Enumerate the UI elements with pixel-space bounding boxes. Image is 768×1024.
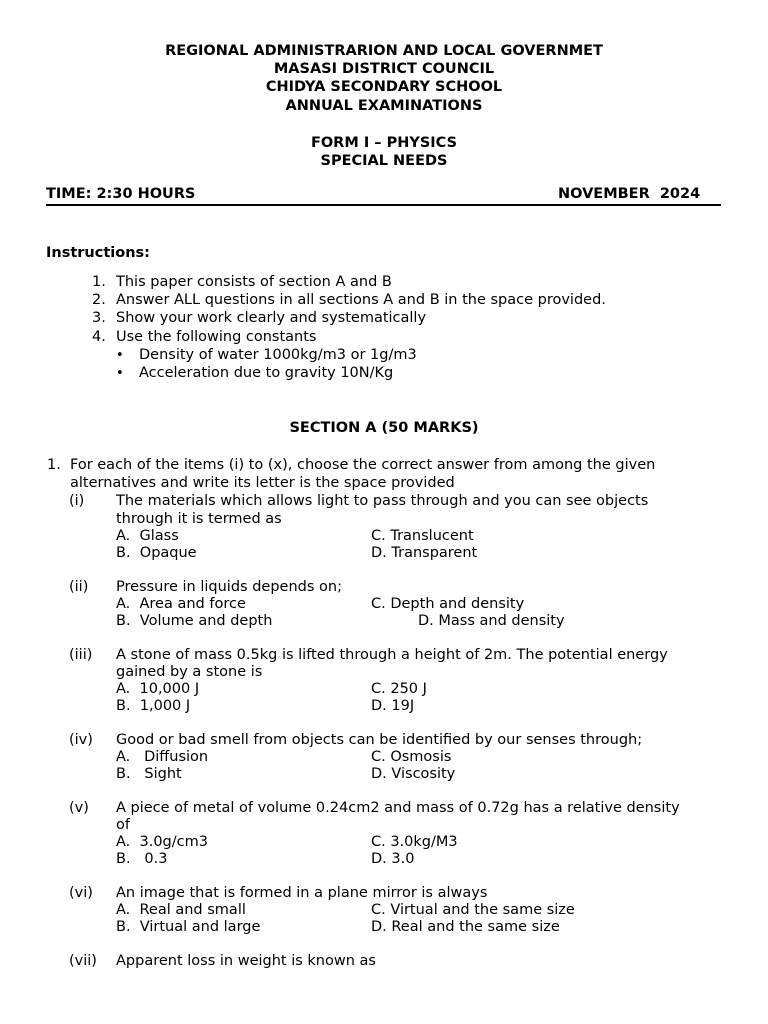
- constant-text: Acceleration due to gravity 10N/Kg: [139, 365, 394, 381]
- item-question: Pressure in liquids depends on;: [116, 579, 342, 595]
- form-title: FORM I – PHYSICS: [310, 135, 458, 151]
- option-a: A. 10,000 J: [116, 681, 200, 697]
- option-a: A. Area and force: [116, 596, 246, 612]
- constant-text: Density of water 1000kg/m3 or 1g/m3: [139, 347, 417, 363]
- header-line-1: REGIONAL ADMINISTRARION AND LOCAL GOVERNMET: [165, 43, 603, 59]
- option-b: B. Sight: [116, 766, 182, 782]
- item-number: (vii): [69, 953, 97, 969]
- option-b: B. 0.3: [116, 851, 168, 867]
- item-question: Apparent loss in weight is known as: [116, 953, 376, 969]
- section-a-title: SECTION A (50 MARKS): [289, 420, 479, 436]
- option-b: B. 1,000 J: [116, 698, 191, 714]
- item-number: (iii): [69, 647, 93, 663]
- item-question: Good or bad smell from objects can be identified by our senses through;: [116, 732, 643, 748]
- option-d: D. 3.0: [371, 851, 415, 867]
- option-d: D. Transparent: [371, 545, 478, 561]
- question-text: alternatives and write its letter is the space provided: [70, 475, 455, 491]
- date-label: NOVEMBER 2024: [558, 186, 701, 202]
- header-line-3: CHIDYA SECONDARY SCHOOL: [265, 79, 503, 95]
- option-c: C. 250 J: [371, 681, 427, 697]
- instruction-number: 1.: [92, 274, 106, 290]
- item-number: (vi): [69, 885, 93, 901]
- instruction-text: Show your work clearly and systematically: [116, 310, 427, 326]
- time-label: TIME: 2:30 HOURS: [46, 186, 196, 202]
- instruction-text: Use the following constants: [116, 329, 317, 345]
- instructions-title: Instructions:: [46, 245, 150, 261]
- item-question: The materials which allows light to pass through and you can see objects: [116, 493, 649, 509]
- instruction-text: Answer ALL questions in all sections A and B in the space provided.: [116, 292, 606, 308]
- item-question: of: [116, 817, 130, 833]
- instruction-text: This paper consists of section A and B: [116, 274, 392, 290]
- item-number: (iv): [69, 732, 93, 748]
- option-a: A. 3.0g/cm3: [116, 834, 208, 850]
- header-line-2: MASASI DISTRICT COUNCIL: [273, 61, 495, 77]
- option-a: A. Glass: [116, 528, 179, 544]
- instruction-number: 3.: [92, 310, 106, 326]
- option-b: B. Volume and depth: [116, 613, 273, 629]
- header-rule: [46, 204, 721, 206]
- item-question: An image that is formed in a plane mirror is always: [116, 885, 488, 901]
- option-d: D. Mass and density: [418, 613, 565, 629]
- option-d: D. 19J: [371, 698, 415, 714]
- bullet-icon: •: [116, 366, 124, 381]
- item-number: (i): [69, 493, 85, 509]
- option-a: A. Diffusion: [116, 749, 209, 765]
- item-question: A piece of metal of volume 0.24cm2 and mass of 0.72g has a relative density: [116, 800, 680, 816]
- option-c: C. Virtual and the same size: [371, 902, 575, 918]
- item-question: A stone of mass 0.5kg is lifted through a height of 2m. The potential energy: [116, 647, 668, 663]
- option-b: B. Opaque: [116, 545, 197, 561]
- instruction-number: 4.: [92, 329, 106, 345]
- option-b: B. Virtual and large: [116, 919, 261, 935]
- option-c: C. Translucent: [371, 528, 474, 544]
- header-line-4: ANNUAL EXAMINATIONS: [285, 98, 483, 114]
- option-a: A. Real and small: [116, 902, 246, 918]
- question-number: 1.: [47, 457, 61, 473]
- option-d: D. Viscosity: [371, 766, 456, 782]
- item-question: through it is termed as: [116, 511, 282, 527]
- item-number: (ii): [69, 579, 89, 595]
- option-c: C. 3.0kg/M3: [371, 834, 458, 850]
- bullet-icon: •: [116, 348, 124, 363]
- option-c: C. Depth and density: [371, 596, 525, 612]
- item-question: gained by a stone is: [116, 664, 263, 680]
- option-d: D. Real and the same size: [371, 919, 560, 935]
- instruction-number: 2.: [92, 292, 106, 308]
- item-number: (v): [69, 800, 89, 816]
- option-c: C. Osmosis: [371, 749, 452, 765]
- question-text: For each of the items (i) to (x), choose the correct answer from among the given: [70, 457, 656, 473]
- special-needs-title: SPECIAL NEEDS: [320, 153, 448, 169]
